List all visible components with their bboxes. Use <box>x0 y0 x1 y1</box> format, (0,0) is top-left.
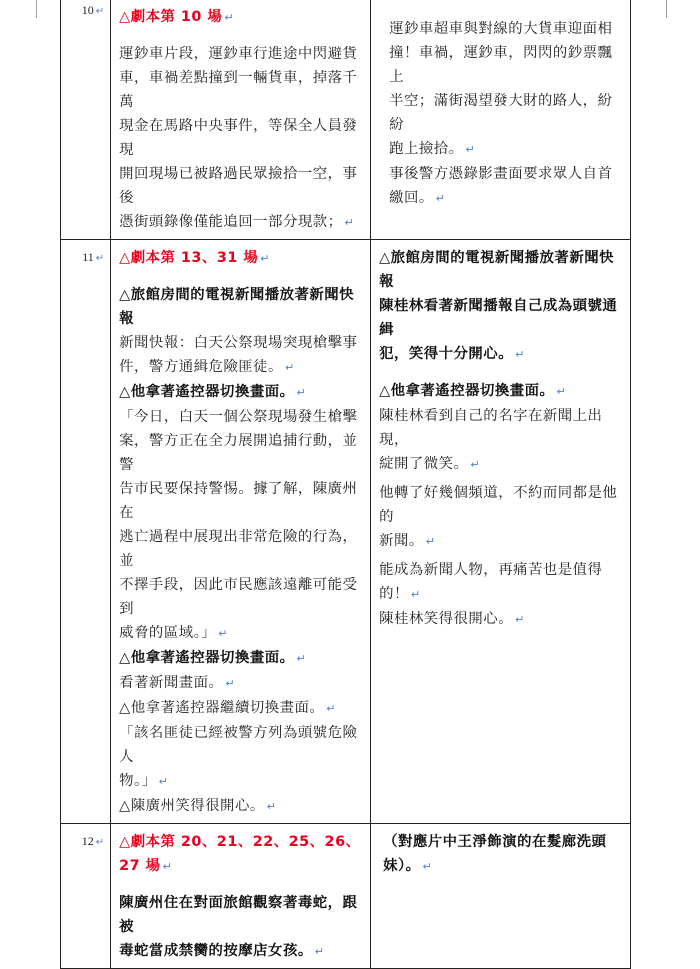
scene-text-line: 開回現場已被路過民眾撿拾一空，事後 <box>119 166 358 206</box>
stage-direction: △旅館房間的電視新聞播放著新聞快報 <box>119 287 355 327</box>
script-scene-cell <box>111 824 371 969</box>
scene-text-line: 案，警方正在全力展開追捕行動，並警 <box>119 433 358 473</box>
scene-text-line: △陳廣州笑得很開心。 ↵ <box>119 798 277 814</box>
scene-text-line: 逃亡過程中展現出非常危險的行為，並 <box>119 529 358 569</box>
table-row <box>61 0 631 240</box>
table-row <box>61 824 631 969</box>
paragraph-mark-icon: ↵ <box>95 837 105 848</box>
stage-direction: △他拿著遙控器切換畫面。 ↵ <box>379 383 567 399</box>
scene-text-line: 車，車禍差點撞到一輛貨車，掉落千萬 <box>119 70 358 110</box>
film-text-line: 能成為新聞人物，再痛苦也是值得的！ ↵ <box>379 562 603 602</box>
scene-text-line: 告市民要保持警惕。據了解，陳廣州在 <box>119 481 358 521</box>
film-text-line: 新聞。 ↵ <box>379 533 436 549</box>
stage-direction: △他拿著遙控器切換畫面。 ↵ <box>119 650 307 666</box>
film-text-line: 半空；滿街渴望發大財的路人，紛紛 <box>389 93 613 133</box>
scene-text-line: 新聞快報：白天公祭現場突現槍擊事 <box>119 335 358 351</box>
film-scene-cell <box>371 824 631 969</box>
scene-text-line: 「今日，白天一個公祭現場發生槍擊 <box>119 409 358 425</box>
script-comparison-table <box>60 0 631 969</box>
scene-text-line: 物。」 ↵ <box>119 773 169 789</box>
row-number-cell <box>61 240 111 824</box>
scene-text-line: 不擇手段，因此市民應該遠離可能受到 <box>119 577 358 617</box>
stage-direction: （對應片中王淨飾演的在髮廊洗頭 <box>383 834 607 850</box>
film-text-line: 繳回。 ↵ <box>389 190 446 206</box>
film-text-line: 撞！車禍，運鈔車，閃閃的鈔票飄上 <box>389 45 613 85</box>
script-scene-cell <box>111 0 371 240</box>
film-text-line: 事後警方憑錄影畫面要求眾人自首 <box>389 166 613 182</box>
film-text-line: 陳桂林笑得很開心。 ↵ <box>379 611 525 627</box>
row-number: 11 <box>82 250 94 264</box>
stage-direction: △他拿著遙控器切換畫面。 ↵ <box>119 384 307 400</box>
page-margin-marker-right <box>666 0 667 18</box>
scene-text-line: △他拿著遙控器繼續切換畫面。 ↵ <box>119 700 337 716</box>
film-text-line: 他轉了好幾個頻道，不約而同都是他的 <box>379 485 618 525</box>
film-scene-cell <box>371 0 631 240</box>
stage-direction: 犯，笑得十分開心。 ↵ <box>379 346 525 362</box>
film-text-line: 運鈔車超車與對線的大貨車迎面相 <box>389 21 613 37</box>
stage-direction: 陳廣州住在對面旅館觀察著毒蛇，跟被 <box>119 895 358 935</box>
film-scene-cell <box>371 240 631 824</box>
scene-text-line: 件，警方通緝危險匪徒。 ↵ <box>119 359 295 375</box>
scene-text-line: 看著新聞畫面。 ↵ <box>119 675 236 691</box>
scene-text-line: 現金在馬路中央事件，等保全人員發現 <box>119 118 358 158</box>
stage-direction: 毒蛇當成禁臠的按摩店女孩。 ↵ <box>119 943 325 959</box>
table-row <box>61 240 631 824</box>
film-text-line: 綻開了微笑。 ↵ <box>379 456 481 472</box>
film-text-line: 陳桂林看到自己的名字在新聞上出現， <box>379 408 603 448</box>
row-number-cell <box>61 0 111 240</box>
scene-heading: △劇本第 10 場 ↵ <box>119 9 235 25</box>
scene-text-line: 威脅的區域。」 ↵ <box>119 625 228 641</box>
stage-direction: 陳桂林看著新聞播報自己成為頭號通緝 <box>379 298 618 338</box>
row-number: 12 <box>81 834 94 848</box>
scene-text-line: 憑街頭錄像僅能追回一部分現款； ↵ <box>119 214 355 230</box>
scene-text-line: 運鈔車片段，運鈔車行進途中閃避貨 <box>119 46 358 62</box>
film-text-line: 跑上撿拾。 ↵ <box>389 141 476 157</box>
scene-heading: △劇本第 20、21、22、25、26、27 場 ↵ <box>119 834 361 874</box>
scene-heading: △劇本第 13、31 場 ↵ <box>119 250 270 266</box>
paragraph-mark-icon: ↵ <box>95 6 105 17</box>
scene-text-line: 「該名匪徒已經被警方列為頭號危險人 <box>119 725 358 765</box>
script-scene-cell <box>111 240 371 824</box>
row-number-cell <box>61 824 111 969</box>
page-margin-marker-left <box>36 0 37 18</box>
stage-direction: 妹）。 ↵ <box>383 858 433 874</box>
stage-direction: △旅館房間的電視新聞播放著新聞快報 <box>379 250 614 290</box>
paragraph-mark-icon: ↵ <box>95 253 105 264</box>
row-number: 10 <box>81 3 94 17</box>
